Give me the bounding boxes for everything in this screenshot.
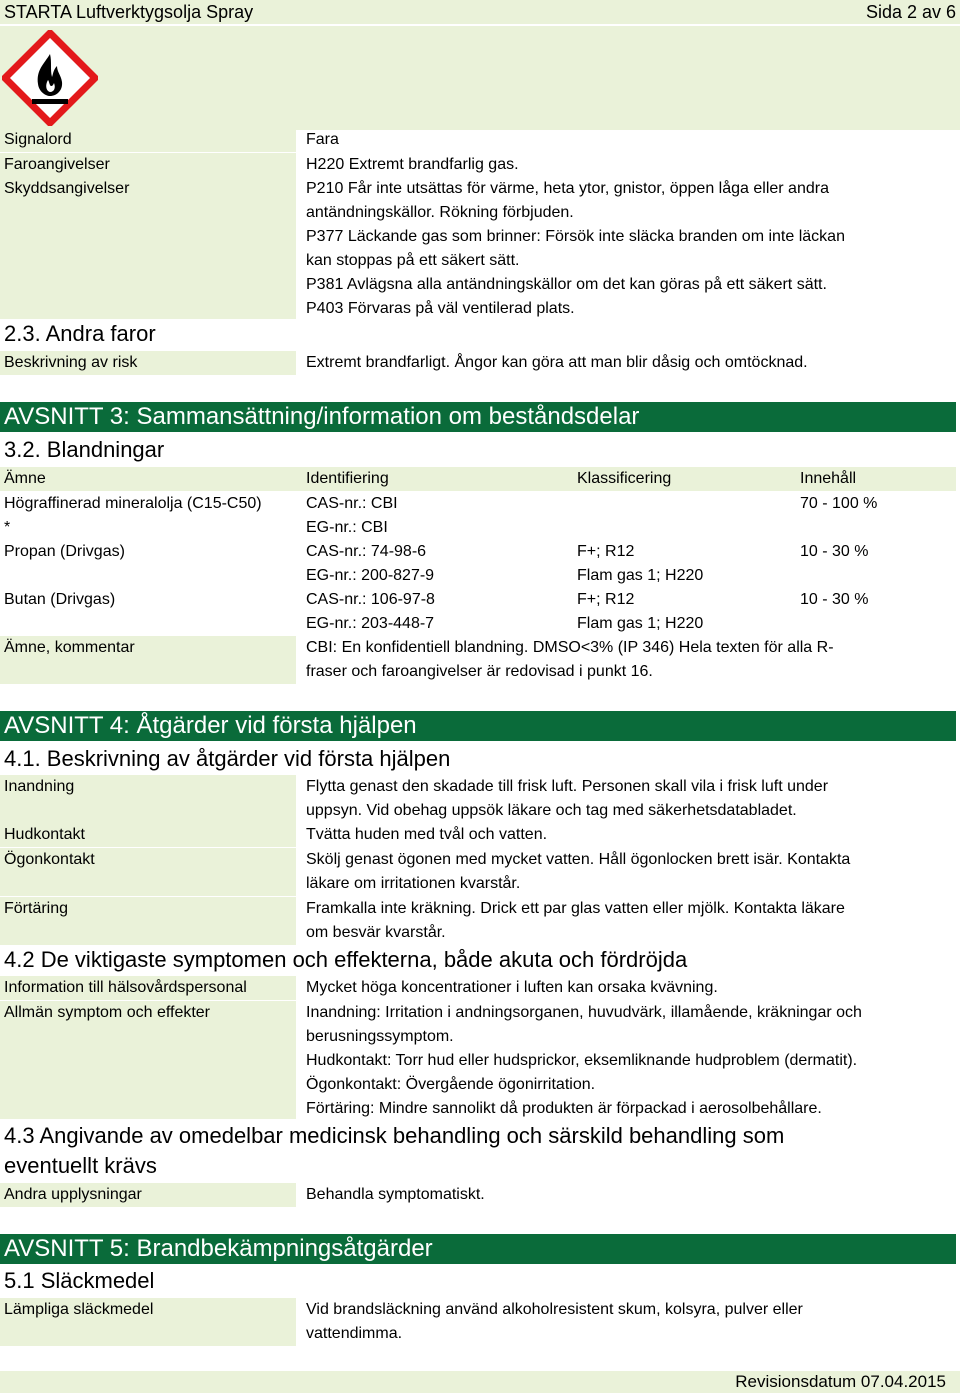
fortaring-text	[302, 897, 952, 945]
halsovard-text: Mycket höga koncentrationer i luften kan orsaka kvävning.	[306, 979, 718, 996]
text-line: Skölj genast ögonen med mycket vatten. Håll ögonlocken brett isär. Kontakta	[306, 851, 851, 868]
text-line: Vid brandsläckning använd alkoholresistent skum, kolsyra, pulver eller	[306, 1301, 803, 1318]
ogonkontakt-label: Ögonkontakt	[0, 848, 296, 896]
hudkontakt-text: Tvätta huden med tvål och vatten.	[306, 826, 548, 843]
beskrivning-av-risk-label: Beskrivning av risk	[0, 351, 296, 375]
andra-upplysningar-label: Andra upplysningar	[0, 1183, 296, 1207]
section-2-3-heading: 2.3. Andra faror	[4, 321, 156, 346]
inandning-label: Inandning	[0, 775, 296, 823]
amne-kommentar-text	[302, 636, 952, 684]
section-4-3-heading: 4.3 Angivande av omedelbar medicinsk behandling och särskild behandling som	[4, 1123, 785, 1148]
section-5-heading: AVSNITT 5: Brandbekämpningsåtgärder	[0, 1234, 956, 1264]
text-line: Flytta genast den skadade till frisk luft. Personen skall vila i frisk luft under	[306, 778, 829, 795]
section-3-2-heading: 3.2. Blandningar	[4, 437, 165, 462]
ingredients-table-header	[0, 467, 956, 491]
text-line: P403 Förvaras på väl ventilerad plats.	[306, 300, 575, 317]
section-3-heading: AVSNITT 3: Sammansättning/information om beståndsdelar	[0, 402, 956, 432]
text-line: uppsyn. Vid obehag uppsök läkare och tag med säkerhetsdatabladet.	[306, 802, 797, 819]
skyddsangivelser-text	[302, 177, 952, 321]
table-row	[0, 588, 960, 636]
section-5-1-heading: 5.1 Släckmedel	[4, 1268, 155, 1293]
signalord-value: Fara	[306, 131, 339, 148]
classification-r: F+; R12	[577, 543, 635, 560]
faroangivelser-value: H220 Extremt brandfarlig gas.	[306, 156, 519, 173]
eg-number: EG-nr.: CBI	[306, 519, 388, 536]
text-line: P210 Får inte utsättas för värme, heta ytor, gnistor, öppen låga eller andra	[306, 180, 829, 197]
lampliga-slackmedel-label: Lämpliga släckmedel	[0, 1298, 296, 1346]
substance-name: Propan (Drivgas)	[4, 543, 125, 560]
table-row	[0, 540, 960, 588]
classification-h: Flam gas 1; H220	[577, 567, 704, 584]
content-range: 10 - 30 %	[800, 543, 869, 560]
text-line: CBI: En konfidentiell blandning. DMSO<3% (IP 346) Hela texten för alla R-	[306, 639, 834, 656]
section-4-2-heading: 4.2 De viktigaste symptomen och effekterna, både akuta och fördröjda	[4, 947, 688, 972]
text-line: vattendimma.	[306, 1325, 403, 1342]
column-header: Ämne	[4, 470, 46, 487]
skyddsangivelser-label: Skyddsangivelser	[0, 177, 296, 319]
text-line: Hudkontakt: Torr hud eller hudsprickor, eksemliknande hudproblem (dermatit).	[306, 1052, 858, 1069]
section-4-1-heading: 4.1. Beskrivning av åtgärder vid första hjälpen	[4, 746, 451, 771]
substance-name: Butan (Drivgas)	[4, 591, 116, 608]
page-number: Sida 2 av 6	[865, 2, 956, 22]
text-line: om besvär kvarstår.	[306, 924, 446, 941]
page-footer	[0, 1371, 960, 1393]
text-line: kan stoppas på ett säkert sätt.	[306, 252, 520, 269]
inandning-text	[302, 775, 952, 823]
substance-name: Högraffinerad mineralolja (C15-C50)	[4, 495, 262, 512]
eg-number: EG-nr.: 203-448-7	[306, 615, 435, 632]
text-line: fraser och faroangivelser är redovisad i punkt 16.	[306, 663, 653, 680]
text-line: Inandning: Irritation i andningsorganen, huvudvärk, illamående, kräkningar och	[306, 1004, 862, 1021]
revision-date: Revisionsdatum 07.04.2015	[735, 1372, 946, 1391]
symptom-label: Allmän symptom och effekter	[0, 1001, 296, 1119]
page-header	[0, 0, 960, 24]
symptom-text	[302, 1001, 952, 1121]
text-line: Ögonkontakt: Övergående ögonirritation.	[306, 1076, 596, 1093]
pictogram-band	[0, 26, 960, 130]
text-line: berusningssymptom.	[306, 1028, 454, 1045]
text-line: P377 Läckande gas som brinner: Försök inte släcka branden om inte läckan	[306, 228, 845, 245]
classification-h: Flam gas 1; H220	[577, 615, 704, 632]
substance-name-note: *	[4, 519, 11, 536]
hudkontakt-label: Hudkontakt	[0, 823, 296, 847]
document-title: STARTA Luftverktygsolja Spray	[4, 2, 254, 22]
text-line: Framkalla inte kräkning. Drick ett par glas vatten eller mjölk. Kontakta läkare	[306, 900, 845, 917]
column-header: Innehåll	[800, 470, 857, 487]
section-4-3-heading-cont: eventuellt krävs	[4, 1153, 157, 1178]
signalord-label: Signalord	[0, 128, 296, 152]
halsovard-label: Information till hälsovårdspersonal	[0, 976, 296, 1000]
cas-number: CAS-nr.: 74-98-6	[306, 543, 427, 560]
cas-number: CAS-nr.: CBI	[306, 495, 398, 512]
content-range: 10 - 30 %	[800, 591, 869, 608]
eg-number: EG-nr.: 200-827-9	[306, 567, 435, 584]
text-line: P381 Avlägsna alla antändningskällor om det kan göras på ett säkert sätt.	[306, 276, 827, 293]
text-line: Förtäring: Mindre sannolikt då produkten är förpackad i aerosolbehållare.	[306, 1100, 822, 1117]
text-line: antändningskällor. Rökning förbjuden.	[306, 204, 574, 221]
classification-r: F+; R12	[577, 591, 635, 608]
ogonkontakt-text	[302, 848, 952, 896]
column-header: Identifiering	[306, 470, 389, 487]
text-line: läkare om irritationen kvarstår.	[306, 875, 521, 892]
lampliga-slackmedel-text	[302, 1298, 952, 1346]
andra-upplysningar-value: Behandla symptomatiskt.	[306, 1186, 485, 1203]
amne-kommentar-label: Ämne, kommentar	[0, 636, 296, 684]
cas-number: CAS-nr.: 106-97-8	[306, 591, 435, 608]
faroangivelser-label: Faroangivelser	[0, 153, 296, 177]
fortaring-label: Förtäring	[0, 897, 296, 945]
beskrivning-av-risk-value: Extremt brandfarligt. Ångor kan göra att man blir dåsig och omtöcknad.	[306, 354, 808, 371]
table-row	[0, 492, 960, 540]
content-range: 70 - 100 %	[800, 495, 878, 512]
flame-hazard-icon	[2, 30, 98, 126]
column-header: Klassificering	[577, 470, 672, 487]
section-4-heading: AVSNITT 4: Åtgärder vid första hjälpen	[0, 711, 956, 741]
